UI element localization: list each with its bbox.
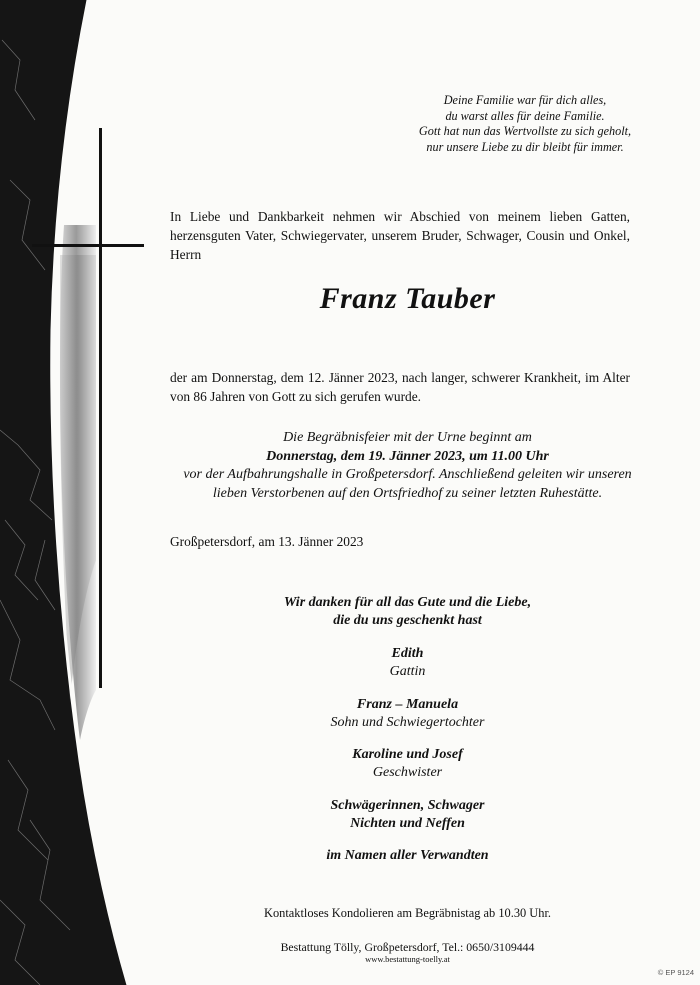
thanks-message — [170, 594, 645, 630]
memorial-poem — [405, 93, 645, 155]
print-code: © EP 9124 — [657, 968, 694, 977]
black-marble-border — [0, 0, 150, 985]
death-notice: der am Donnerstag, dem 12. Jänner 2023, nach langer, schwerer Krankheit, im Alter von 86 Jahren von Gott zu sich gerufen wurde. — [170, 370, 630, 404]
funeral-date-time: Donnerstag, dem 19. Jänner 2023, um 11.00 Uhr — [266, 448, 549, 464]
mourner-names: Karoline und Josef — [352, 747, 463, 762]
undertaker-website: www.bestattung-toelly.at — [365, 954, 450, 964]
mourner-names: Schwägerinnen, Schwager — [330, 798, 485, 813]
mourner-group — [170, 797, 645, 833]
funeral-line: Die Begräbnisfeier mit der Urne beginnt am — [283, 430, 532, 445]
funeral-line: vor der Aufbahrungshalle in Großpetersdorf. Anschließend geleiten wir unseren — [183, 467, 632, 482]
mourner-names: Edith — [391, 646, 424, 661]
closing-line: im Namen aller Verwandten — [326, 848, 489, 863]
mourner-relation: Geschwister — [372, 765, 443, 780]
condolence-note: Kontaktloses Kondolieren am Begräbnistag ab 10.30 Uhr. — [264, 906, 551, 920]
cross-horizontal-bar — [32, 244, 144, 247]
funeral-details — [170, 429, 645, 503]
thanks-line: Wir danken für all das Gute und die Liebe, — [283, 595, 532, 610]
mourner-group — [170, 645, 645, 681]
place-and-date: Großpetersdorf, am 13. Jänner 2023 — [170, 534, 364, 549]
poem-line: Deine Familie war für dich alles, — [443, 93, 607, 107]
undertaker-contact: Bestattung Tölly, Großpetersdorf, Tel.: 0650/3109444 — [280, 940, 535, 954]
poem-line: nur unsere Liebe zu dir bleibt für immer. — [426, 139, 624, 154]
mourner-group — [170, 746, 645, 782]
mourner-group — [170, 696, 645, 732]
poem-line: du warst alles für deine Familie. — [445, 108, 605, 123]
poem-line: Gott hat nun das Wertvollste zu sich geholt, — [418, 124, 632, 138]
thanks-line: die du uns geschenkt hast — [333, 613, 482, 628]
funeral-line: lieben Verstorbenen auf den Ortsfriedhof zu seiner letzten Ruhestätte. — [212, 485, 603, 501]
mourner-relation: Nichten und Neffen — [350, 816, 465, 831]
cross-vertical-bar — [99, 128, 102, 688]
mourner-relation: Sohn und Schwiegertochter — [330, 715, 485, 730]
deceased-name: Franz Tauber — [319, 282, 496, 315]
mourner-relation: Gattin — [389, 664, 426, 679]
mourner-names: Franz – Manuela — [356, 697, 459, 712]
farewell-intro: In Liebe und Dankbarkeit nehmen wir Abschied von meinem lieben Gatten, herzensguten Vater, Schwiegervater, unserem Bruder, Schwager, Cousin und Onkel, Herrn — [170, 209, 630, 262]
